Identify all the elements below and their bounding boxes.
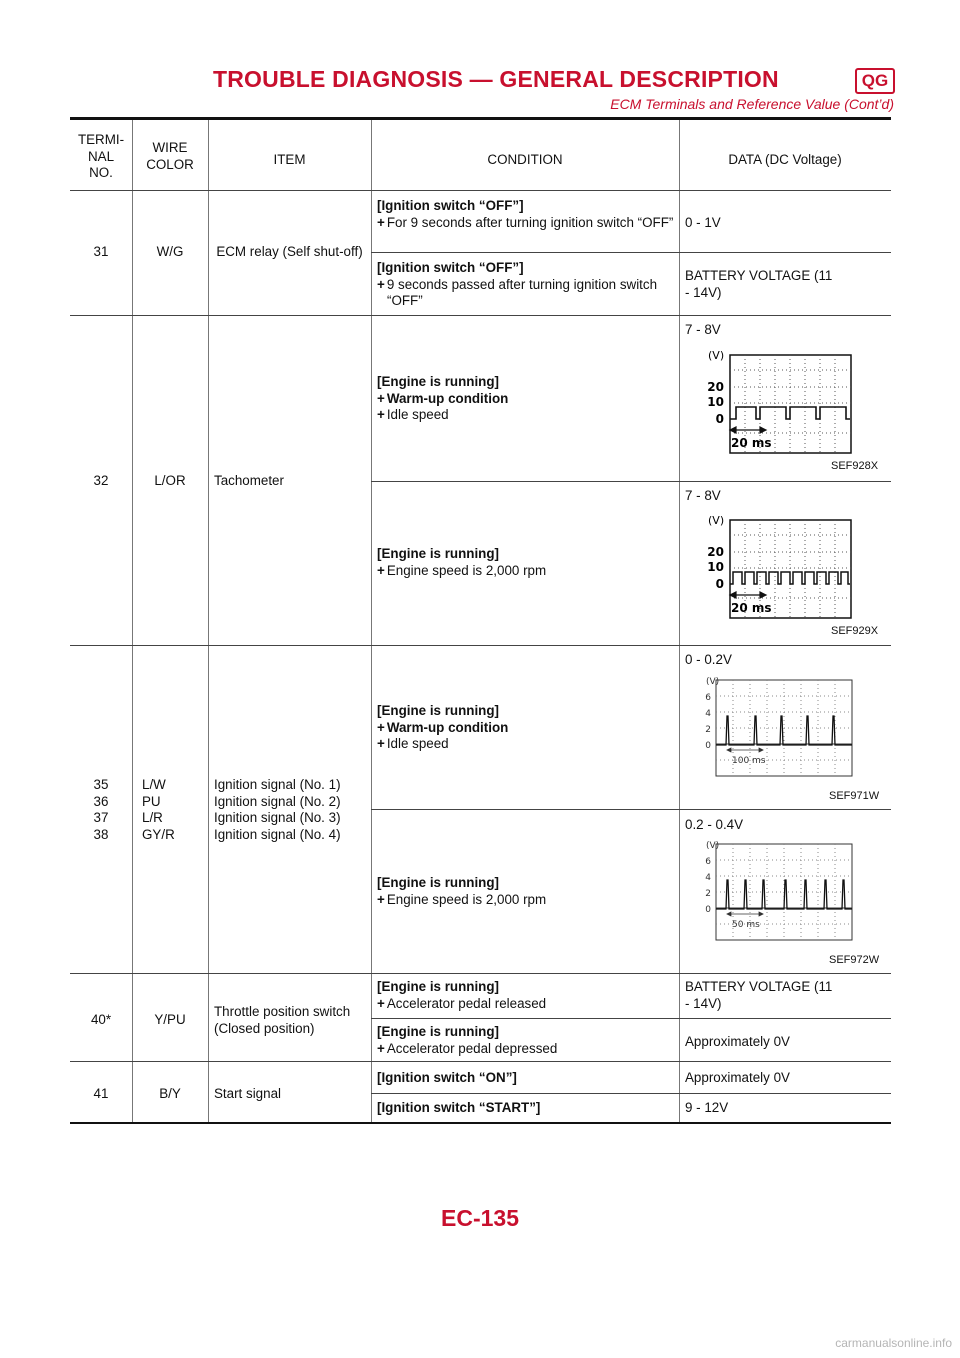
tick-label: 2 bbox=[705, 889, 711, 899]
tick-label: 10 bbox=[707, 395, 724, 409]
timebase-label: 50 ms bbox=[732, 920, 760, 930]
header-rule bbox=[70, 117, 891, 120]
header-condition: CONDITION bbox=[487, 152, 563, 167]
timebase-label: 100 ms bbox=[732, 756, 766, 766]
condition-41a: [Ignition switch “ON”] bbox=[377, 1070, 517, 1085]
condition-31a: [Ignition switch “OFF”] + For 9 seconds after turning ignition switch “OFF” bbox=[377, 198, 674, 230]
terminal-40: 40* bbox=[90, 1012, 112, 1027]
item-41: Start signal bbox=[214, 1086, 281, 1101]
condition-35a: [Engine is running] + Warm-up condition + Idle speed bbox=[377, 703, 509, 751]
data-40a: BATTERY VOLTAGE (11 - 14V) bbox=[685, 979, 833, 1011]
row-divider bbox=[70, 190, 891, 191]
header-wire: WIRE COLOR bbox=[146, 140, 194, 172]
wire-40: Y/PU bbox=[154, 1012, 186, 1027]
item-32: Tachometer bbox=[214, 473, 284, 488]
row-divider bbox=[70, 973, 891, 974]
data-35b: 0.2 - 0.4V bbox=[685, 817, 744, 832]
tick-label: 0 bbox=[715, 412, 724, 426]
col-divider bbox=[132, 120, 133, 1122]
subrow-divider bbox=[371, 1093, 891, 1094]
figure-label: SEF929X bbox=[831, 625, 879, 637]
row-divider bbox=[70, 645, 891, 646]
terminal-41: 41 bbox=[93, 1086, 109, 1101]
item-40: Throttle position switch (Closed position) bbox=[214, 1004, 351, 1036]
tick-label: 4 bbox=[705, 709, 711, 719]
page-subtitle: ECM Terminals and Reference Value (Cont’d) bbox=[610, 96, 894, 112]
tick-label: 0 bbox=[715, 577, 724, 591]
data-31b: BATTERY VOLTAGE (11 - 14V) bbox=[685, 268, 833, 300]
header-data: DATA (DC Voltage) bbox=[728, 152, 842, 167]
wire-32: L/OR bbox=[154, 473, 186, 488]
data-31a: 0 - 1V bbox=[685, 215, 721, 230]
figure-label: SEF928X bbox=[831, 460, 879, 472]
condition-40a: [Engine is running] + Accelerator pedal released bbox=[377, 979, 547, 1011]
condition-40b: [Engine is running] + Accelerator pedal depressed bbox=[377, 1024, 558, 1056]
scope-unit: (V) bbox=[708, 514, 725, 527]
watermark: carmanualsonline.info bbox=[835, 1336, 952, 1350]
subrow-divider bbox=[371, 252, 891, 253]
scope-unit: (V) bbox=[706, 677, 720, 687]
header-item: ITEM bbox=[273, 152, 306, 167]
data-41b: 9 - 12V bbox=[685, 1100, 729, 1115]
scope-ign-idle bbox=[700, 672, 860, 782]
data-40b: Approximately 0V bbox=[685, 1034, 790, 1049]
condition-41b: [Ignition switch “START”] bbox=[377, 1100, 541, 1115]
figure-label: SEF971W bbox=[829, 790, 880, 802]
row-divider bbox=[70, 315, 891, 316]
condition-32b: [Engine is running] + Engine speed is 2,000 rpm bbox=[377, 546, 547, 578]
item-31: ECM relay (Self shut-off) bbox=[216, 244, 363, 259]
tick-label: 6 bbox=[705, 857, 711, 867]
timebase-label: 20 ms bbox=[731, 601, 772, 615]
figure-label: SEF972W bbox=[829, 954, 880, 966]
tick-label: 2 bbox=[705, 725, 711, 735]
timebase-label: 20 ms bbox=[731, 436, 772, 450]
terminal-32: 32 bbox=[93, 473, 109, 488]
col-divider bbox=[371, 120, 372, 1122]
tick-label: 20 bbox=[707, 380, 724, 394]
page-number: EC-135 bbox=[441, 1205, 519, 1231]
row-divider bbox=[70, 1061, 891, 1062]
data-32a: 7 - 8V bbox=[685, 322, 721, 337]
col-divider bbox=[679, 120, 680, 1122]
data-32b: 7 - 8V bbox=[685, 488, 721, 503]
condition-31b: [Ignition switch “OFF”] + 9 seconds passed after turning ignition switch “OFF” bbox=[377, 260, 658, 308]
tick-label: 0 bbox=[705, 741, 711, 751]
terminal-35-38: 35 36 37 38 bbox=[93, 777, 109, 842]
subrow-divider bbox=[371, 809, 891, 810]
item-35-38: Ignition signal (No. 1) Ignition signal (No. 2) Ignition signal (No. 3) Ignition signal (No. 4) bbox=[214, 777, 341, 842]
scope-ign-2000 bbox=[700, 836, 860, 946]
scope-unit: (V) bbox=[708, 349, 725, 362]
wire-31: W/G bbox=[156, 244, 184, 259]
section-badge: QG bbox=[855, 68, 895, 94]
condition-35b: [Engine is running] + Engine speed is 2,000 rpm bbox=[377, 875, 547, 907]
scope-tach-2000 bbox=[700, 508, 860, 620]
col-divider bbox=[208, 120, 209, 1122]
subrow-divider bbox=[371, 481, 891, 482]
scope-tach-idle bbox=[700, 343, 860, 455]
data-35a: 0 - 0.2V bbox=[685, 652, 732, 667]
wire-41: B/Y bbox=[159, 1086, 181, 1101]
tick-label: 10 bbox=[707, 560, 724, 574]
tick-label: 4 bbox=[705, 873, 711, 883]
header-terminal: TERMI- NAL NO. bbox=[77, 132, 125, 180]
tick-label: 20 bbox=[707, 545, 724, 559]
scope-unit: (V) bbox=[706, 841, 720, 851]
table-bottom-rule bbox=[70, 1122, 891, 1124]
tick-label: 6 bbox=[705, 693, 711, 703]
page-title: TROUBLE DIAGNOSIS — GENERAL DESCRIPTION bbox=[213, 66, 779, 92]
terminal-31: 31 bbox=[93, 244, 109, 259]
condition-32a: [Engine is running] + Warm-up condition + Idle speed bbox=[377, 374, 509, 422]
subrow-divider bbox=[371, 1018, 891, 1019]
wire-35-38: L/W PU L/R GY/R bbox=[142, 777, 175, 842]
tick-label: 0 bbox=[705, 905, 711, 915]
data-41a: Approximately 0V bbox=[685, 1070, 790, 1085]
